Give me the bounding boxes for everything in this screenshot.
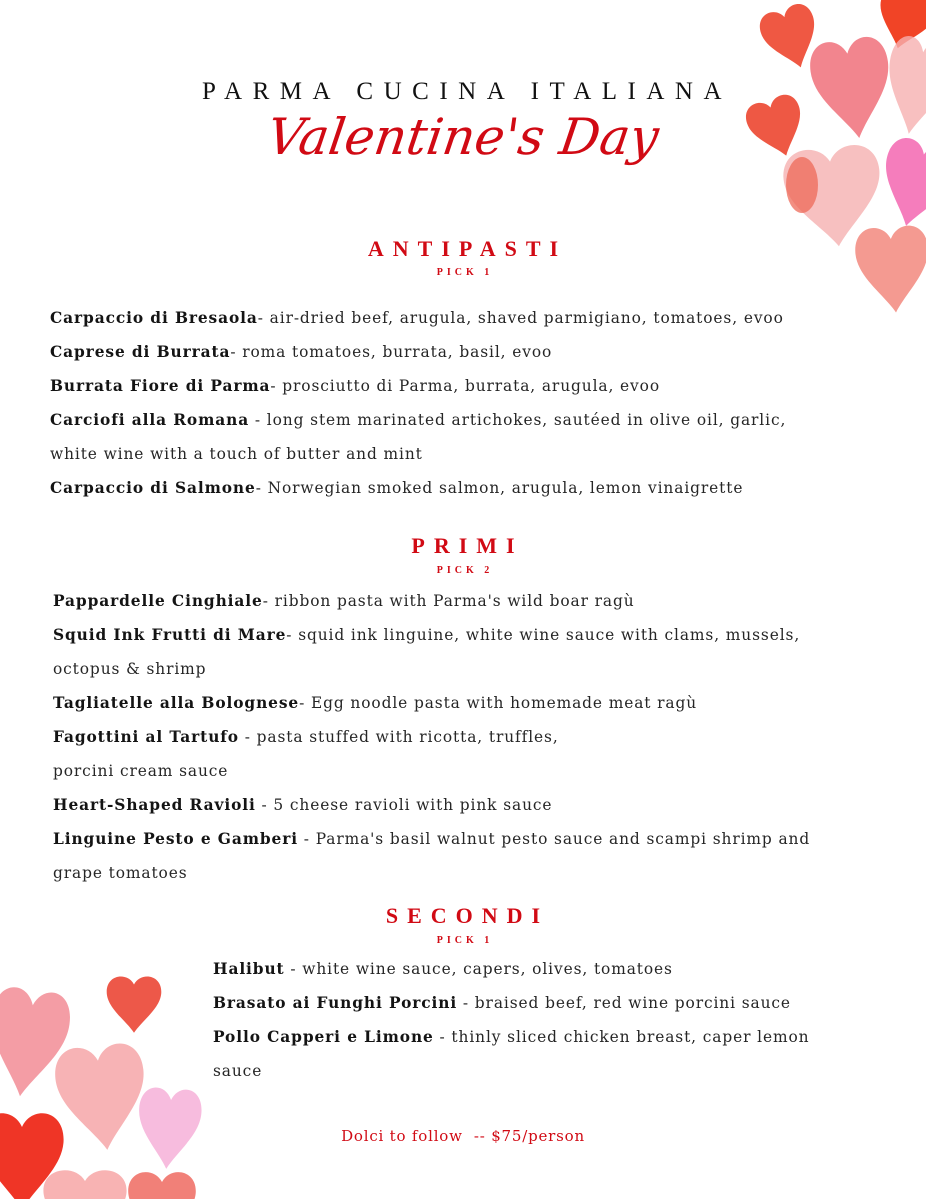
menu-item <box>53 584 810 618</box>
menu-item <box>213 1020 809 1054</box>
menu-item <box>213 986 809 1020</box>
menu-item <box>213 952 809 986</box>
item-name: Halibut <box>213 960 285 978</box>
item-name: Carpaccio di Salmone <box>50 479 256 497</box>
menu-item-continuation <box>53 754 810 788</box>
item-name: Carciofi alla Romana <box>50 411 250 429</box>
menu-item-continuation <box>213 1054 809 1088</box>
item-description: - braised beef, red wine porcini sauce <box>457 994 791 1012</box>
item-name: Brasato ai Funghi Porcini <box>213 994 458 1012</box>
primi-list <box>53 584 810 890</box>
event-title: Valentine's Day <box>263 108 663 166</box>
item-name: Fagottini al Tartufo <box>53 728 239 746</box>
item-description: - Egg noodle pasta with homemade meat ragù <box>299 694 698 712</box>
item-name: Carpaccio di Bresaola <box>50 309 258 327</box>
item-description: - Parma's basil walnut pesto sauce and scampi shrimp and <box>298 830 811 848</box>
menu-item <box>50 471 786 505</box>
section-title-antipasti: ANTIPASTI <box>367 236 568 261</box>
item-description: - ribbon pasta with Parma's wild boar ragù <box>262 592 635 610</box>
section-title-secondi: SECONDI <box>385 903 550 928</box>
item-description: - thinly sliced chicken breast, caper lemon <box>433 1028 810 1046</box>
footer-price-note: Dolci to follow -- $75/person <box>341 1127 585 1145</box>
item-name: Caprese di Burrata <box>50 343 231 361</box>
section-subtitle-secondi: PICK 1 <box>436 935 494 946</box>
item-name: Heart-Shaped Ravioli <box>53 796 256 814</box>
menu-item <box>50 335 786 369</box>
menu-item-continuation <box>50 437 786 471</box>
menu-item <box>53 788 810 822</box>
antipasti-list <box>50 301 786 505</box>
section-subtitle-primi: PICK 2 <box>436 565 494 576</box>
menu-item <box>53 720 810 754</box>
item-description: - squid ink linguine, white wine sauce with clams, mussels, <box>286 626 801 644</box>
item-description-continuation: porcini cream sauce <box>53 762 229 780</box>
restaurant-name: PARMA CUCINA ITALIANA <box>201 78 733 105</box>
menu-item-continuation <box>53 856 810 890</box>
item-description-continuation: sauce <box>213 1062 263 1080</box>
item-description: - long stem marinated artichokes, sautéed in olive oil, garlic, <box>249 411 787 429</box>
item-description: - air-dried beef, arugula, shaved parmigiano, tomatoes, evoo <box>257 309 784 327</box>
item-description: - pasta stuffed with ricotta, truffles, <box>238 728 559 746</box>
item-description-continuation: white wine with a touch of butter and mint <box>50 445 423 463</box>
menu-item <box>53 618 810 652</box>
item-name: Pollo Capperi e Limone <box>213 1028 434 1046</box>
item-description-continuation: octopus & shrimp <box>53 660 207 678</box>
item-name: Linguine Pesto e Gamberi <box>53 830 299 848</box>
section-title-primi: PRIMI <box>411 533 524 558</box>
menu-item <box>50 403 786 437</box>
menu-item <box>50 369 786 403</box>
secondi-list <box>213 952 809 1088</box>
item-name: Squid Ink Frutti di Mare <box>53 626 287 644</box>
item-description: - white wine sauce, capers, olives, tomatoes <box>284 960 673 978</box>
menu-item <box>50 301 786 335</box>
item-description: - Norwegian smoked salmon, arugula, lemon vinaigrette <box>255 479 744 497</box>
item-name: Tagliatelle alla Bolognese <box>53 694 300 712</box>
item-name: Pappardelle Cinghiale <box>53 592 263 610</box>
item-description: - 5 cheese ravioli with pink sauce <box>255 796 553 814</box>
menu-item <box>53 822 810 856</box>
item-name: Burrata Fiore di Parma <box>50 377 271 395</box>
menu-item-continuation <box>53 652 810 686</box>
menu-item <box>53 686 810 720</box>
section-subtitle-antipasti: PICK 1 <box>436 267 494 278</box>
item-description: - roma tomatoes, burrata, basil, evoo <box>230 343 553 361</box>
watercolor-hearts-bottom-left-icon <box>0 970 210 1199</box>
item-description-continuation: grape tomatoes <box>53 864 188 882</box>
item-description: - prosciutto di Parma, burrata, arugula, evoo <box>270 377 660 395</box>
